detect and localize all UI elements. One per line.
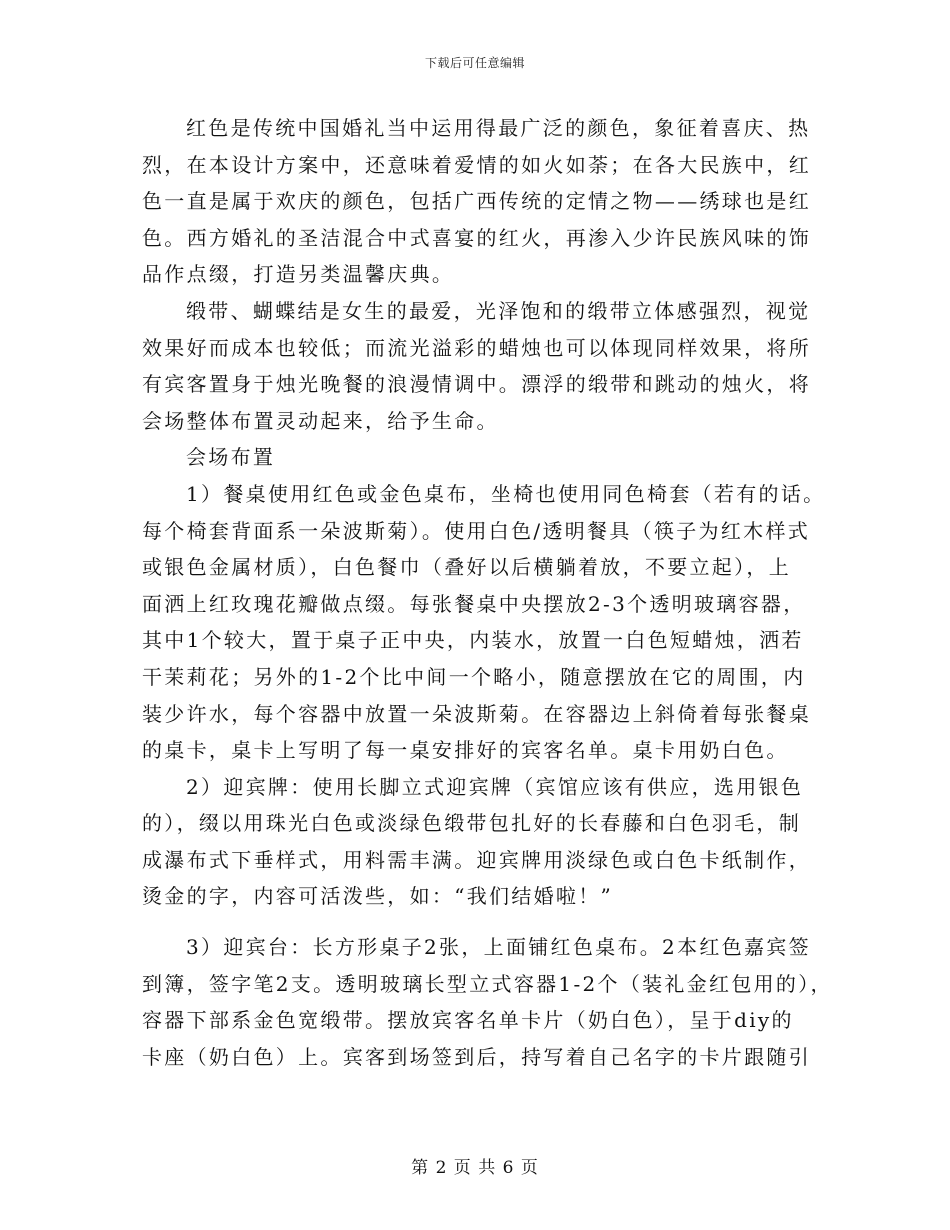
text-line: 红色是传统中国婚礼当中运用得最广泛的颜色，象征着喜庆、热 bbox=[186, 116, 811, 140]
page-number: 第 2 页 共 6 页 bbox=[411, 1158, 539, 1178]
text-line: 色。西方婚礼的圣洁混合中式喜宴的红火，再渗入少许民族风味的饰 bbox=[142, 225, 811, 250]
section-heading-venue bbox=[142, 439, 822, 476]
paragraph-dining-tables bbox=[142, 476, 826, 769]
text-line: 装少许水，每个容器中放置一朵波斯菊。在容器边上斜倚着每张餐桌 bbox=[142, 701, 811, 726]
text-line: 每个椅套背面系一朵波斯菊）。使用白色/透明餐具（筷子为红木样式 bbox=[142, 518, 811, 543]
text-line: 成瀑布式下垂样式，用料需丰满。迎宾牌用淡绿色或白色卡纸制作， bbox=[142, 847, 811, 872]
text-line: 2）迎宾牌：使用长脚立式迎宾牌（宾馆应该有供应，选用银色 bbox=[186, 774, 804, 799]
paragraph-ribbon bbox=[142, 293, 822, 439]
text-line: 烈，在本设计方案中，还意味着爱情的如火如荼；在各大民族中，红 bbox=[142, 152, 811, 177]
text-line: 到簿，签字笔2支。透明玻璃长型立式容器1-2个（装礼金红包用的）， bbox=[142, 971, 833, 996]
text-line: 卡座（奶白色）上。宾客到场签到后，持写着自己名字的卡片跟随引 bbox=[142, 1044, 811, 1069]
text-line: 效果好而成本也较低；而流光溢彩的蜡烛也可以体现同样效果，将所 bbox=[142, 335, 811, 360]
text-line: 干茉莉花；另外的1-2个比中间一个略小，随意摆放在它的周围，内 bbox=[142, 664, 806, 689]
text-line: 有宾客置身于烛光晚餐的浪漫情调中。漂浮的缎带和跳动的烛火，将 bbox=[142, 372, 811, 397]
text-line: 1）餐桌使用红色或金色桌布，坐椅也使用同色椅套（若有的话。 bbox=[186, 481, 826, 506]
paragraph-spacer bbox=[142, 915, 822, 929]
text-line: 的桌卡，桌卡上写明了每一桌安排好的宾客名单。桌卡用奶白色。 bbox=[142, 738, 789, 763]
text-line: 会场整体布置灵动起来，给予生命。 bbox=[142, 408, 499, 433]
text-line: 或银色金属材质），白色餐巾（叠好以后横躺着放，不要立起），上 bbox=[142, 555, 791, 580]
page-header: 下载后可任意编辑 bbox=[424, 56, 525, 70]
text-line: 色一直是属于欢庆的颜色，包括广西传统的定情之物——绣球也是红 bbox=[142, 189, 811, 214]
text-line: 烫金的字，内容可活泼些，如：“我们结婚啦！” bbox=[142, 884, 614, 909]
document-body bbox=[142, 110, 833, 1075]
text-line: 3）迎宾台：长方形桌子2张，上面铺红色桌布。2本红色嘉宾签 bbox=[186, 935, 811, 960]
text-line: 缎带、蝴蝶结是女生的最爱，光泽饱和的缎带立体感强烈，视觉 bbox=[186, 298, 811, 323]
text-line: 其中1个较大，置于桌子正中央，内装水，放置一白色短蜡烛，洒若 bbox=[142, 628, 804, 653]
text-line: 品作点缀，打造另类温馨庆典。 bbox=[142, 262, 455, 287]
section-heading: 会场布置 bbox=[186, 445, 276, 470]
text-line: 的），缀以用珠光白色或淡绿色缎带包扎好的长春藤和白色羽毛，制 bbox=[142, 811, 801, 836]
text-line: 面洒上红玫瑰花瓣做点缀。每张餐桌中央摆放2-3个透明玻璃容器， bbox=[142, 591, 806, 616]
paragraph-welcome-desk bbox=[142, 929, 833, 1075]
paragraph-red-color bbox=[142, 110, 822, 293]
text-line: 容器下部系金色宽缎带。摆放宾客名单卡片（奶白色），呈于diy的 bbox=[142, 1008, 794, 1033]
paragraph-welcome-sign bbox=[142, 769, 822, 915]
